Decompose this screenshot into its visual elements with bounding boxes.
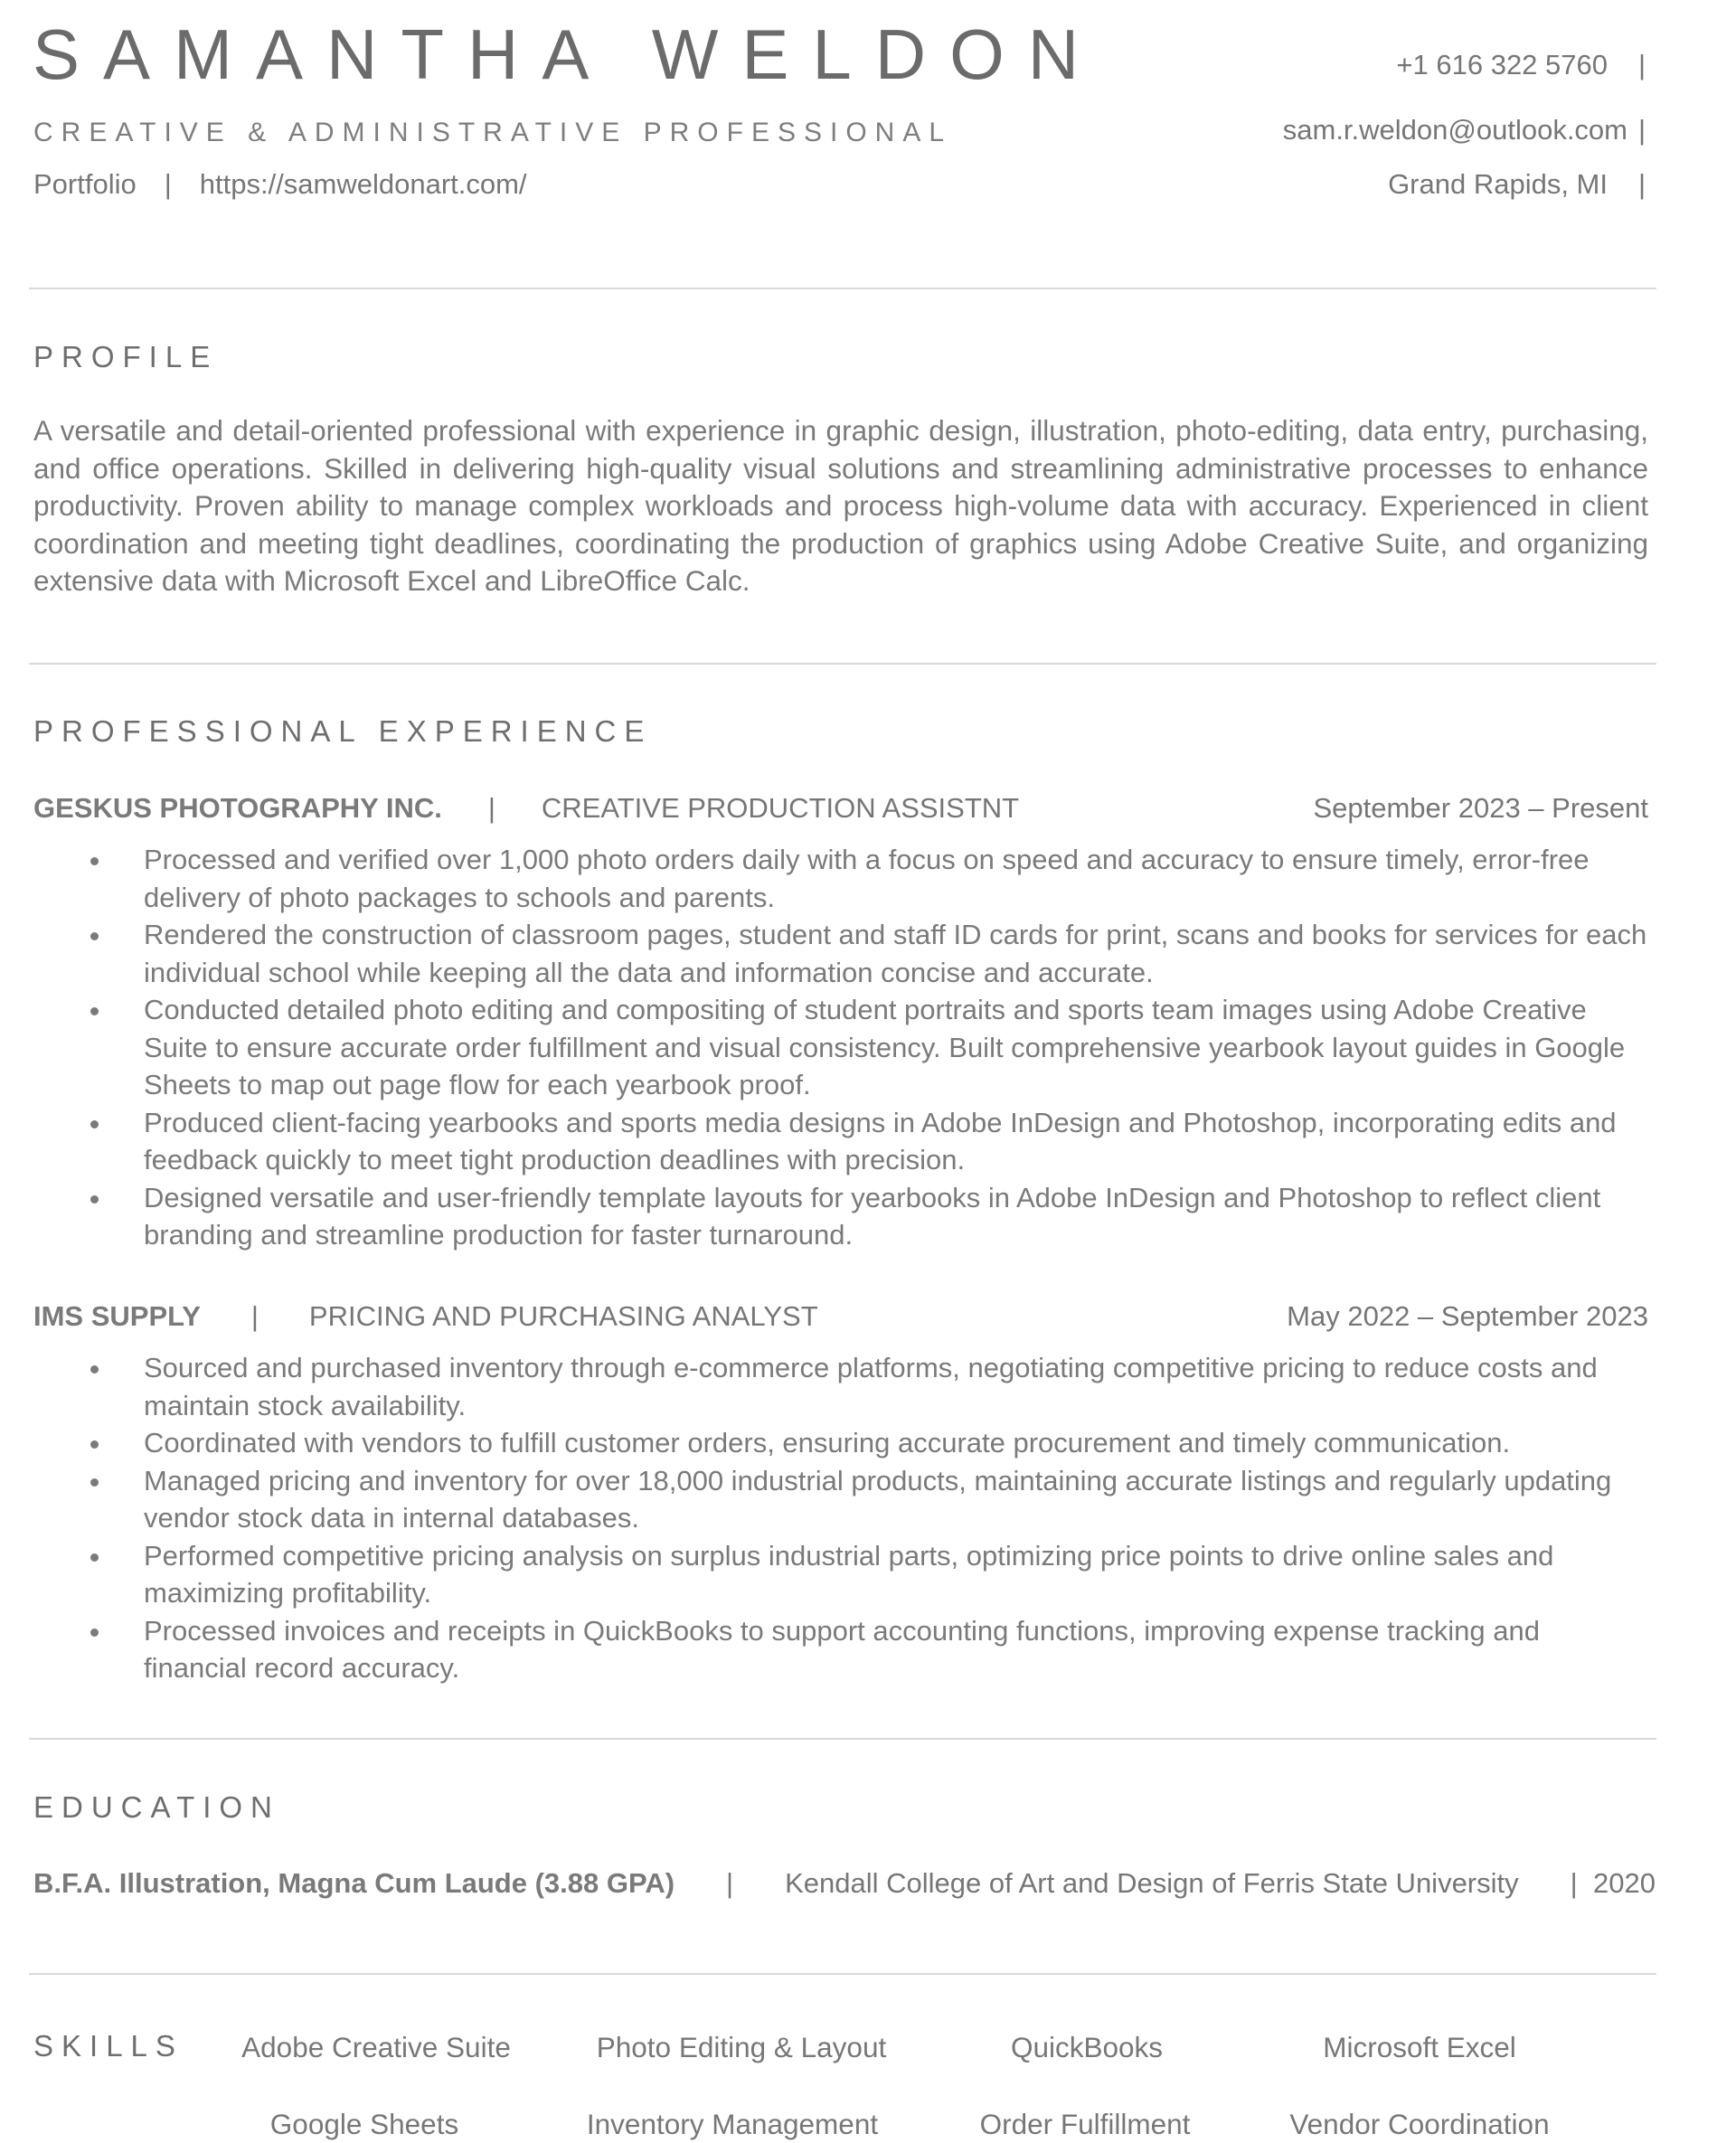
portfolio-separator: |: [164, 168, 172, 200]
contact-phone[interactable]: +1 616 322 5760: [1396, 49, 1608, 80]
education-degree: B.F.A. Illustration, Magna Cum Laude (3.88 GPA): [33, 1867, 675, 1899]
education-entry: [33, 1866, 1656, 1901]
education-year: 2020: [1593, 1867, 1656, 1899]
contact-location: Grand Rapids, MI: [1388, 168, 1608, 200]
section-title-experience: PROFESSIONAL EXPERIENCE: [33, 714, 653, 748]
job-separator: |: [250, 1300, 259, 1332]
job-header: [33, 1299, 1648, 1334]
job-header: [33, 791, 1648, 826]
job-bullet: Managed pricing and inventory for over 18,000 industrial products, maintaining accurate listings and regularly updating vendor stock data in internal databases.: [33, 1462, 1648, 1537]
job-bullet: Sourced and purchased inventory through e-commerce platforms, negotiating competitive pricing to reduce costs and maintain stock availability.: [33, 1349, 1648, 1424]
contact-location-line: [1388, 168, 1646, 201]
job-company: GESKUS PHOTOGRAPHY INC.: [33, 792, 442, 824]
job-dates: September 2023 – Present: [1313, 792, 1648, 824]
section-title-profile: PROFILE: [33, 340, 219, 373]
portfolio-line: [33, 168, 527, 201]
job-bullet: Rendered the construction of classroom pages, student and staff ID cards for print, scans and books for services for each individual school while keeping all the data and information concise and accurate.: [33, 916, 1648, 991]
job-role: PRICING AND PURCHASING ANALYST: [308, 1300, 818, 1332]
contact-phone-line: [1396, 49, 1646, 81]
job-bullet: Processed invoices and receipts in QuickBooks to support accounting functions, improving expense tracking and financial record accuracy.: [33, 1612, 1648, 1687]
portfolio-label: Portfolio: [33, 168, 137, 200]
section-title-education: EDUCATION: [33, 1790, 280, 1824]
contact-pipe: |: [1637, 114, 1646, 146]
job-bullet: Designed versatile and user-friendly template layouts for yearbooks in Adobe InDesign and Photoshop to reflect client branding and streamline production for faster turnaround.: [33, 1179, 1648, 1254]
job-bullet: Produced client-facing yearbooks and sports media designs in Adobe InDesign and Photoshop, incorporating edits and feedback quickly to meet tight production deadlines with precision.: [33, 1104, 1648, 1179]
candidate-name: SAMANTHA WELDON: [33, 14, 1103, 94]
skill-item: Microsoft Excel: [1323, 2031, 1516, 2063]
contact-email-line: [1283, 114, 1646, 146]
job-bullet: Conducted detailed photo editing and compositing of student portraits and sports team images using Adobe Creative Suite to ensure accurate order fulfillment and visual consistency. Built comprehensive yearbook layout guides in Google Sheets to map out page flow for each yearbook proof.: [33, 991, 1648, 1104]
section-title-skills: SKILLS: [33, 2029, 184, 2063]
portfolio-link[interactable]: https://samweldonart.com/: [199, 168, 527, 200]
divider: [29, 663, 1656, 665]
job-bullet-list: [33, 1349, 1648, 1687]
job-bullet: Performed competitive pricing analysis on surplus industrial parts, optimizing price points to drive online sales and maximizing profitability.: [33, 1537, 1648, 1612]
job-bullet-list: [33, 841, 1648, 1254]
education-separator: |: [1570, 1867, 1578, 1899]
divider: [29, 1738, 1656, 1740]
contact-pipe: |: [1637, 49, 1646, 80]
contact-email[interactable]: sam.r.weldon@outlook.com: [1282, 114, 1628, 146]
education-school: Kendall College of Art and Design of Ferris State University: [785, 1867, 1519, 1899]
skill-item: Google Sheets: [269, 2108, 459, 2140]
skill-item: QuickBooks: [1010, 2031, 1164, 2063]
job-company: IMS SUPPLY: [33, 1300, 201, 1332]
skill-item: Photo Editing & Layout: [596, 2031, 887, 2063]
job-role: CREATIVE PRODUCTION ASSISTNT: [541, 792, 1020, 824]
divider: [29, 288, 1656, 289]
skill-item: Order Fulfillment: [979, 2108, 1191, 2140]
contact-pipe: |: [1637, 168, 1646, 200]
job-bullet: Coordinated with vendors to fulfill customer orders, ensuring accurate procurement and timely communication.: [33, 1424, 1648, 1462]
job-bullet: Processed and verified over 1,000 photo orders daily with a focus on speed and accuracy to ensure timely, error-free delivery of photo packages to schools and parents.: [33, 841, 1648, 916]
profile-summary: A versatile and detail-oriented professional with experience in graphic design, illustration, photo-editing, data entry, purchasing, and office operations. Skilled in delivering high-quality visual solutions and streamlining administrative processes to enhance productivity. Proven ability to manage complex workloads and process high-volume data with accuracy. Experienced in client coordination and meeting tight deadlines, coordinating the production of graphics using Adobe Creative Suite, and organizing extensive data with Microsoft Excel and LibreOffice Calc.: [33, 414, 1648, 597]
skill-item: Vendor Coordination: [1289, 2108, 1550, 2140]
candidate-subtitle: CREATIVE & ADMINISTRATIVE PROFESSIONAL: [33, 118, 953, 147]
education-separator: |: [726, 1867, 734, 1899]
skill-item: Inventory Management: [586, 2108, 879, 2140]
divider: [29, 1973, 1656, 1975]
job-separator: |: [487, 792, 495, 824]
skill-item: Adobe Creative Suite: [241, 2031, 511, 2063]
job-dates: May 2022 – September 2023: [1287, 1300, 1648, 1332]
